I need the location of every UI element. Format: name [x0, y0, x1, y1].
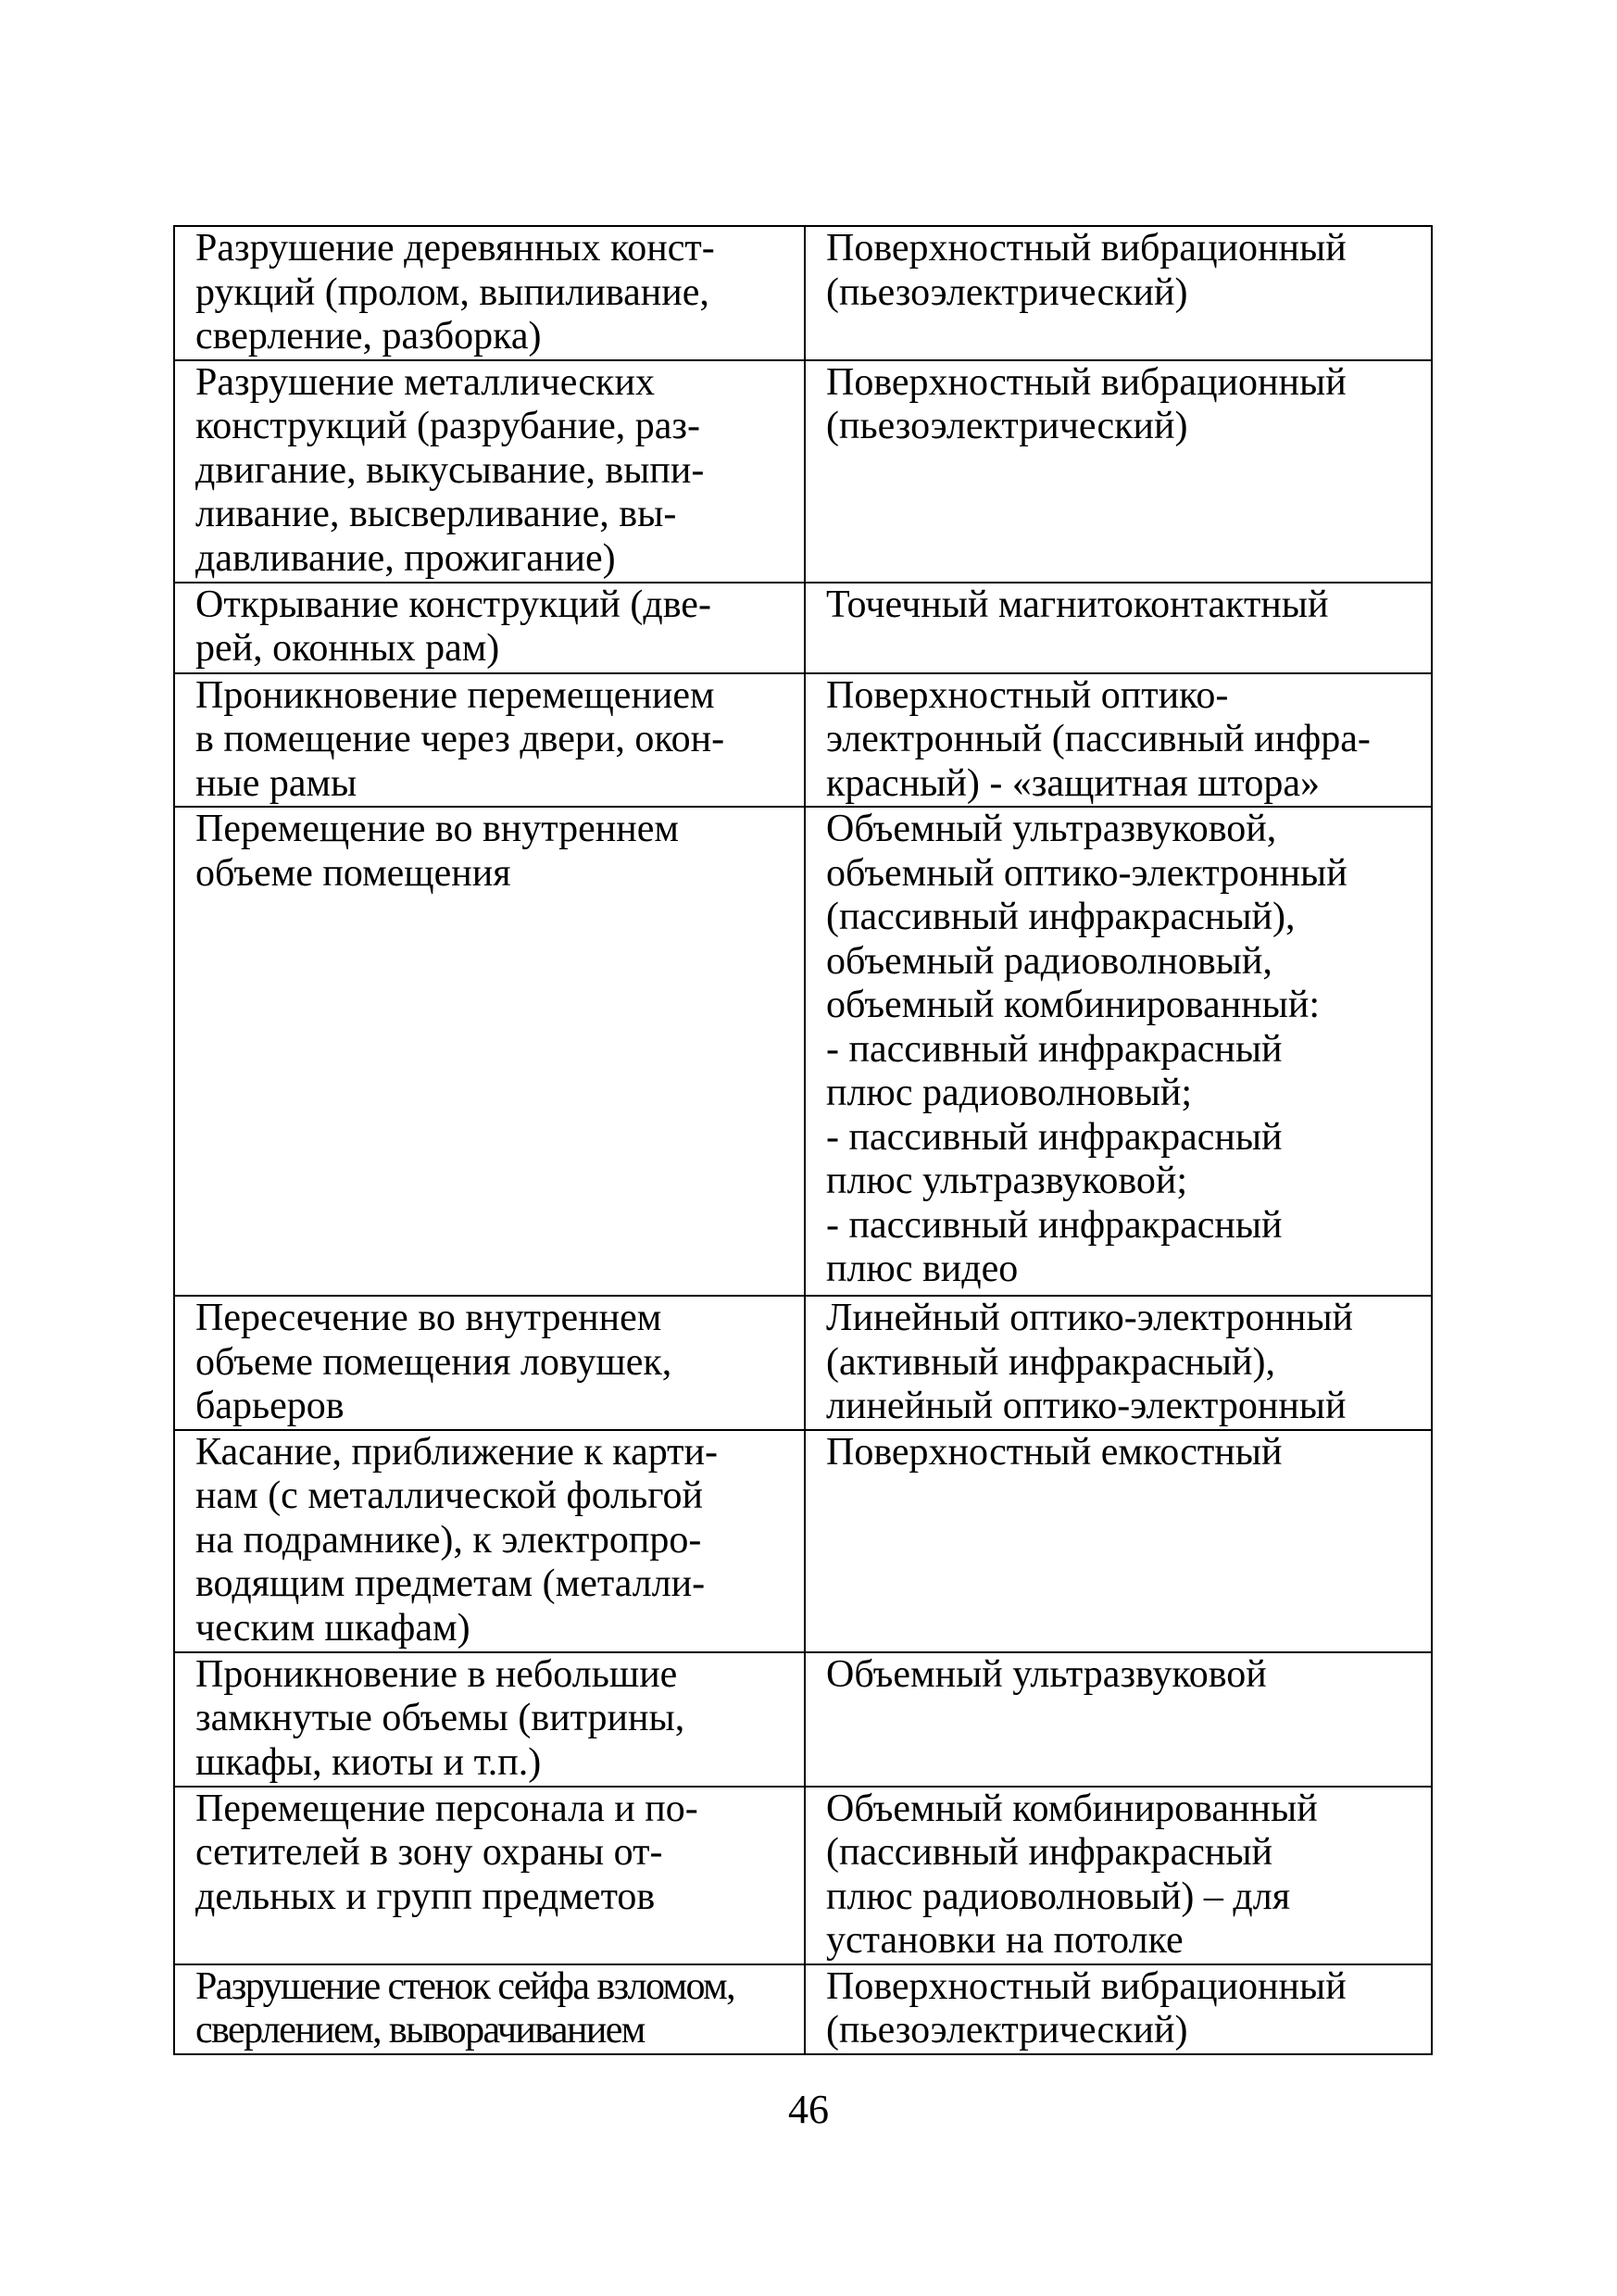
detector-cell: Поверхностный емкостный [805, 1430, 1432, 1652]
detector-cell: Поверхностный вибрационный (пьезоэлектрический) [805, 226, 1432, 360]
threat-cell: Касание, приближение к карти- нам (с металлической фольгой на подрамнике), к электропро- водящим предметам (металли- ческим шкафам) [174, 1430, 805, 1652]
detector-cell: Объемный ультразвуковой [805, 1652, 1432, 1787]
table-row [174, 1787, 1432, 1964]
threat-cell: Разрушение стенок сейфа взломом, сверлением, выворачиванием [174, 1964, 805, 2054]
table-row [174, 583, 1432, 673]
table-row [174, 360, 1432, 583]
table-row [174, 807, 1432, 1296]
threat-cell: Проникновение перемещением в помещение через двери, окон- ные рамы [174, 673, 805, 808]
detector-cell: Поверхностный оптико- электронный (пассивный инфра- красный) - «защитная штора» [805, 673, 1432, 808]
detector-cell: Поверхностный вибрационный (пьезоэлектрический) [805, 360, 1432, 583]
detector-cell: Объемный ультразвуковой, объемный оптико-электронный (пассивный инфракрасный), объемный радиоволновый, объемный комбинированный: - пассивный инфракрасный плюс радиоволновый; - пассивный инфракрасный плюс ультразвуковой; - пассивный инфракрасный плюс видео [805, 807, 1432, 1296]
table-row [174, 1296, 1432, 1430]
threat-cell: Перемещение персонала и по- сетителей в зону охраны от- дельных и групп предметов [174, 1787, 805, 1964]
detector-cell: Линейный оптико-электронный (активный инфракрасный), линейный оптико-электронный [805, 1296, 1432, 1430]
threat-cell: Проникновение в небольшие замкнутые объемы (витрины, шкафы, киоты и т.п.) [174, 1652, 805, 1787]
table-row [174, 1964, 1432, 2054]
table-row [174, 1430, 1432, 1652]
page-number: 46 [788, 2087, 829, 2132]
threat-cell: Пересечение во внутреннем объеме помещения ловушек, барьеров [174, 1296, 805, 1430]
threat-cell: Разрушение деревянных конст- рукций (пролом, выпиливание, сверление, разборка) [174, 226, 805, 360]
table-row [174, 226, 1432, 360]
table-row [174, 1652, 1432, 1787]
threat-cell: Перемещение во внутреннем объеме помещения [174, 807, 805, 1296]
detector-cell: Поверхностный вибрационный (пьезоэлектрический) [805, 1964, 1432, 2054]
table-row [174, 673, 1432, 808]
detector-cell: Точечный магнитоконтактный [805, 583, 1432, 673]
threat-detector-table [173, 225, 1433, 2055]
threat-cell: Открывание конструкций (две- рей, оконных рам) [174, 583, 805, 673]
threat-cell: Разрушение металлических конструкций (разрубание, раз- двигание, выкусывание, выпи- ливание, высверливание, вы- давливание, прожигание) [174, 360, 805, 583]
detector-cell: Объемный комбинированный (пассивный инфракрасный плюс радиоволновый) – для установки на потолке [805, 1787, 1432, 1964]
